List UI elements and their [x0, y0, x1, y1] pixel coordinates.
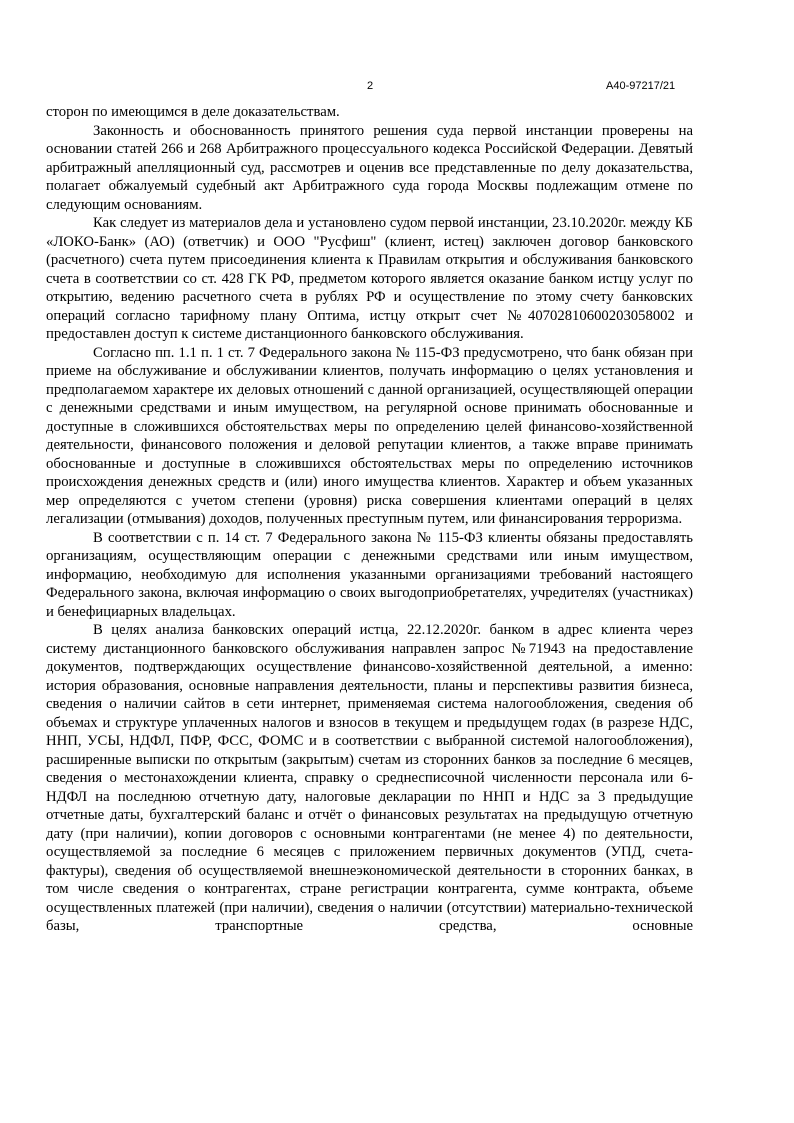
page-header — [0, 80, 794, 94]
page-number: 2 — [367, 80, 374, 92]
paragraph-bank-request: В целях анализа банковских операций истца, 22.12.2020г. банком в адрес клиента через систему дистанционного банковского обслуживания направлен запрос №71943 на предоставление документов, подтверждающих осуществление финансово-хозяйственной деятельной, а именно: история образования, основные направления деятельности, планы и перспективы развития бизнеса, сведения о наличии сайтов в сети интернет, применяемая система налогообложения, сведения об объемах и структуре уплаченных налогов и взносов в текущем и предыдущем годах (в разрезе НДС, ННП, УСЫ, НДФЛ, ПФР, ФСС, ФОМС и в соответствии с выбранной системой налогообложения), расширенные выписки по открытым (закрытым) счетам из сторонних банков за последние 6 месяцев, сведения о местонахождении клиента, справку о среднесписочной численности персонала или 6-НДФЛ на последнюю отчетную дату, налоговые декларации по ННП и НДС за 3 предыдущие отчетные даты, бухгалтерский баланс и отчёт о финансовых результатах на предыдущую отчетную дату (при наличии), копии договоров с основными контрагентами (не менее 4) по деятельности, осуществляемой за последние 6 месяцев с приложением первичных документов (УПД, счета-фактуры), сведения об осуществляемой внешнеэкономической деятельности в сторонних банках, в том числе сведения о контрагентах, стране регистрации контрагента, сумме контракта, объеме осуществленных платежей (при наличии), сведения о наличии (отсутствии) материально-технической базы, транспортные средства, основные — [46, 622, 693, 934]
paragraph-law-115-fz-art7-p14: В соответствии с п. 14 ст. 7 Федерального закона № 115-ФЗ клиенты обязаны предоставлять организациям, осуществляющим операции с денежными средствами или иным имуществом, информацию, необходимую для исполнения указанными организациями требований настоящего Федерального закона, включая информацию о своих выгодоприобретателях, учредителях (участниках) и бенефициарных владельцах. — [46, 529, 693, 620]
paragraph-continuation: сторон по имеющимся в деле доказательствам. — [46, 104, 340, 120]
document-body — [46, 103, 693, 936]
paragraph-law-115-fz-art7-p1: Согласно пп. 1.1 п. 1 ст. 7 Федерального закона № 115-ФЗ предусмотрено, что банк обязан при приеме на обслуживание и обслуживании клиентов, получать информацию о целях установления и предполагаемом характере их деловых отношений с данной организацией, осуществляющей операции с денежными средствами и иным имуществом, на регулярной основе принимать обоснованные и доступные в сложившихся обстоятельствах меры по определению целей финансово-хозяйственной деятельности, финансового положения и деловой репутации клиентов, а также вправе принимать обоснованные и доступные в сложившихся обстоятельствах меры по определению источников происхождения денежных средств и (или) иного имущества клиентов. Характер и объем указанных мер определяются с учетом степени (уровня) риска совершения клиентами операций в целях легализации (отмывания) доходов, полученных преступным путем, или финансирования терроризма. — [46, 344, 693, 527]
paragraph-legality-review: Законность и обоснованность принятого решения суда первой инстанции проверены на основании статей 266 и 268 Арбитражного процессуального кодекса Российской Федерации. Девятый арбитражный апелляционный суд, рассмотрев и оценив все представленные по делу доказательства, полагает обжалуемый судебный акт Арбитражного суда города Москвы подлежащим отмене по следующим основаниям. — [46, 122, 693, 213]
case-number: А40-97217/21 — [606, 80, 676, 92]
paragraph-case-facts: Как следует из материалов дела и установлено судом первой инстанции, 23.10.2020г. между КБ «ЛОКО-Банк» (АО) (ответчик) и ООО "Русфиш" (клиент, истец) заключен договор банковского (расчетного) счета путем присоединения клиента к Правилам открытия и обслуживания банковского счета в соответствии со ст. 428 ГК РФ, предметом которого является оказание банком истцу услуг по открытию, ведению расчетного счета в рублях РФ и осуществление по этому счету банковских операций согласно тарифному плану Оптима, истцу открыт счет №40702810600203058002 и предоставлен доступ к системе дистанционного банковского обслуживания. — [46, 215, 693, 342]
